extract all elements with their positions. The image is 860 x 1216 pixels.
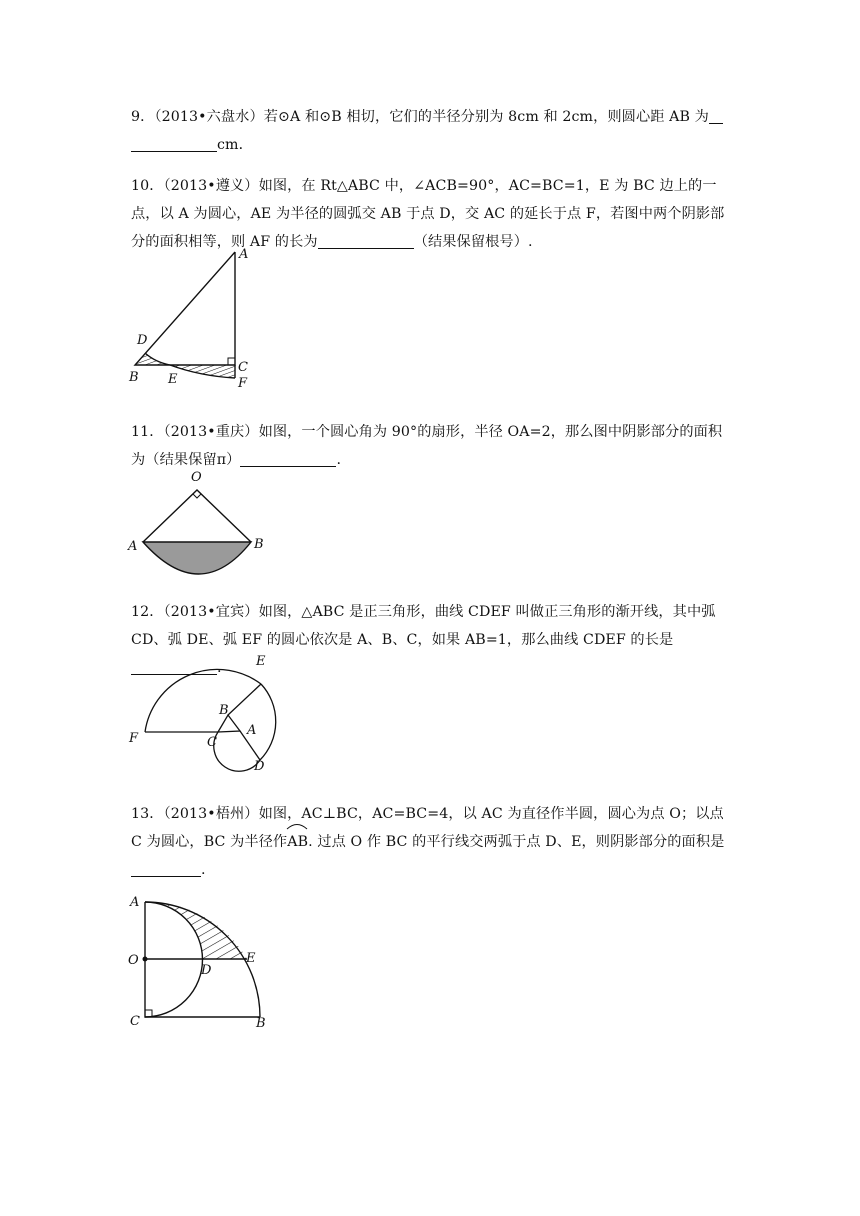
question-11-text: 11．（2013•重庆）如图，一个圆心角为 90°的扇形，半径 OA=2，那么图中阴影部分的面积为（结果保留π） [131, 424, 723, 468]
label-C: C [130, 1014, 140, 1029]
label-B: B [254, 537, 264, 552]
point-o [143, 957, 148, 962]
shaded-segment [143, 542, 251, 574]
question-9 [131, 103, 731, 159]
figure-q13 [125, 890, 275, 1030]
question-12-text: 12．（2013•宜宾）如图，△ABC 是正三角形，曲线 CDEF 叫做正三角形的渐开线，其中弧 CD、弧 DE、弧 EF 的圆心依次是 A、B、C，如果 AB=1，那么曲线 CDEF 的长是 [131, 604, 716, 648]
right-angle-mark [193, 494, 201, 498]
right-angle-mark [145, 1010, 152, 1017]
question-10-text: 10．（2013•遵义）如图，在 Rt△ABC 中，∠ACB=90°，AC=BC=1，E 为 BC 边上的一点，以 A 为圆心，AE 为半径的圆弧交 AB 于点 D，交 AC 的延长于点 F，若图中两个阴影部分的面积相等，则 AF 的长为 [131, 178, 725, 250]
label-E: E [246, 951, 256, 966]
label-C: C [238, 360, 248, 375]
label-E: E [168, 372, 178, 387]
figure-q12 [125, 648, 295, 776]
label-A: A [239, 247, 249, 262]
answer-blank [131, 860, 201, 877]
question-9-text: 9．（2013•六盘水）若⊙A 和⊙B 相切，它们的半径分别为 8cm 和 2cm，则圆心距 AB 为 [131, 109, 709, 125]
answer-blank [240, 450, 336, 467]
label-E: E [256, 654, 266, 669]
arc-notation [287, 828, 308, 856]
label-A: A [128, 539, 138, 554]
label-F: F [129, 731, 139, 746]
label-B: B [219, 703, 229, 718]
shaded-region-right [170, 365, 235, 378]
label-D: D [254, 759, 265, 774]
question-10-tail: （结果保留根号）. [413, 234, 533, 250]
answer-blank [131, 135, 217, 152]
question-9-tail: cm． [217, 137, 253, 153]
figure-q10 [125, 240, 265, 390]
label-B: B [129, 370, 139, 385]
segment-be [228, 684, 261, 715]
label-F: F [238, 376, 248, 390]
label-O: O [128, 953, 139, 968]
arc-label: AB [287, 834, 309, 850]
right-angle-mark [228, 358, 235, 365]
question-13-tail: . [201, 862, 206, 878]
label-D: D [201, 963, 212, 978]
arc-de [260, 684, 276, 760]
question-13-text: 13．（2013•梧州）如图，AC⊥BC，AC=BC=4，以 AC 为直径作半圆，圆心为点 O；以点 C 为圆心，BC 为半径作 [131, 806, 724, 850]
label-O: O [191, 470, 202, 485]
question-13 [131, 800, 731, 884]
label-B: B [256, 1016, 266, 1030]
answer-blank [709, 107, 723, 124]
answer-blank [318, 232, 414, 249]
question-11-tail: . [336, 452, 342, 468]
question-13-text-continued: . 过点 O 作 BC 的平行线交两弧于点 D、E，则阴影部分的面积是 [308, 834, 725, 850]
label-D: D [137, 333, 148, 348]
arc-symbol-icon [286, 822, 308, 830]
label-A: A [130, 895, 140, 910]
question-12-tail: . [217, 660, 222, 676]
figure-q11 [125, 466, 275, 581]
label-C: C [207, 735, 217, 750]
shaded-region [145, 902, 247, 959]
triangle-abc [135, 252, 235, 365]
label-A: A [247, 723, 257, 738]
